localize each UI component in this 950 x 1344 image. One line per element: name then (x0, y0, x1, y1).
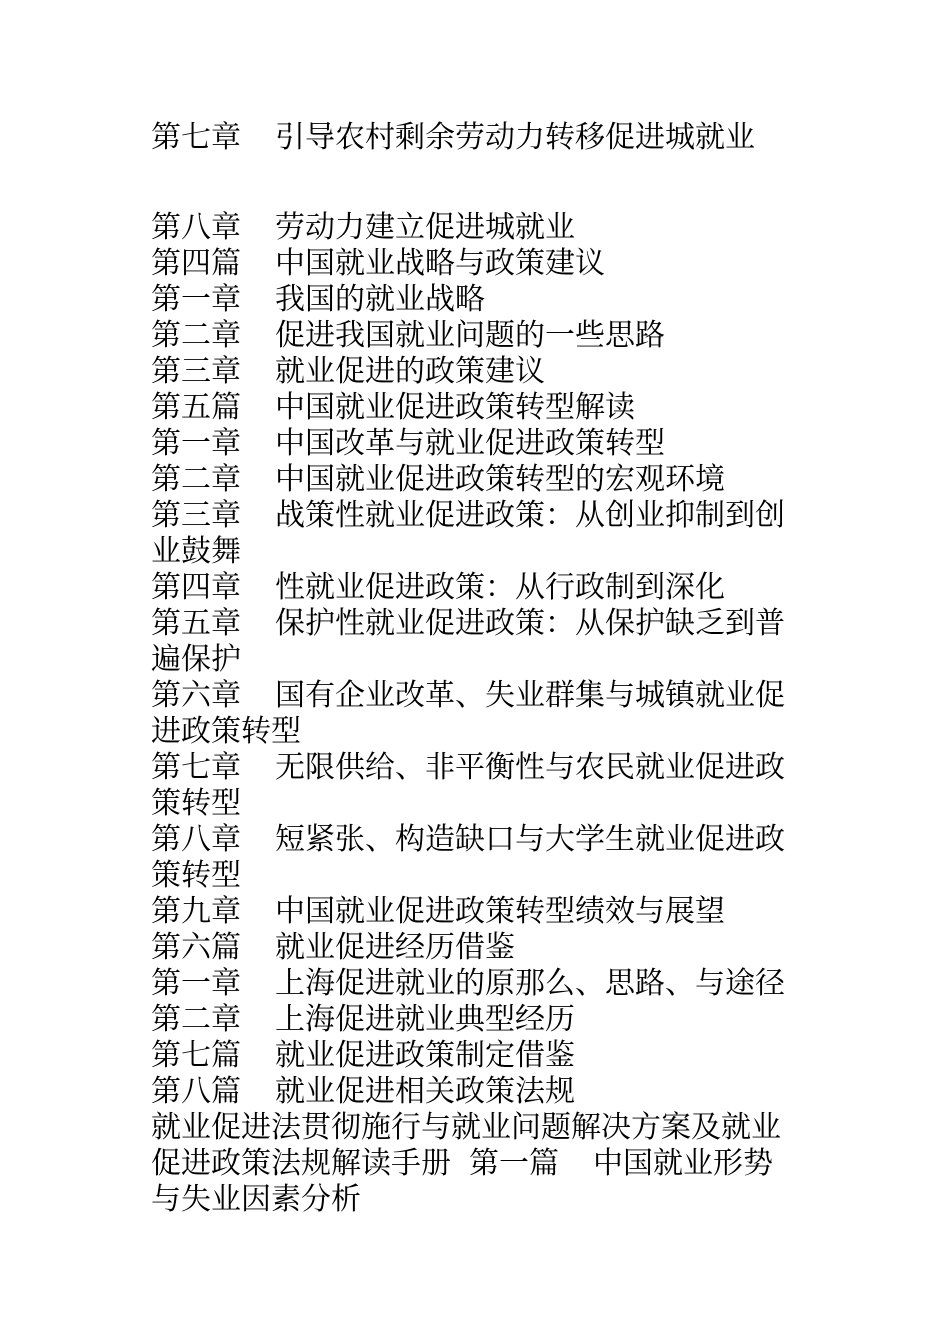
entry-number: 第一篇 (469, 1146, 559, 1181)
toc-entry (151, 678, 791, 750)
toc-entry (151, 354, 791, 390)
entry-number: 第三章 (151, 354, 241, 389)
entry-number: 第八章 (151, 822, 241, 857)
toc-entry (151, 930, 791, 966)
blank-line (151, 156, 791, 210)
toc-entry (151, 1074, 791, 1110)
entry-number: 第六章 (151, 678, 241, 713)
toc-entry (151, 750, 791, 822)
entry-title: 国有企业改革、失业群集与城镇就业促进政策转型 (151, 678, 785, 749)
toc-entry (151, 1038, 791, 1074)
toc-entry (151, 606, 791, 678)
entry-title: 战策性就业促进政策：从创业抑制到创业鼓舞 (151, 498, 785, 569)
entry-number: 第七章 (151, 120, 241, 155)
entry-number: 第一章 (151, 426, 241, 461)
entry-title: 就业促进政策制定借鉴 (275, 1038, 575, 1073)
closing-paragraph (151, 1110, 791, 1218)
entry-title: 中国改革与就业促进政策转型 (275, 426, 665, 461)
toc-entry (151, 822, 791, 894)
entry-number: 第五篇 (151, 390, 241, 425)
entry-title: 就业促进经历借鉴 (275, 930, 515, 965)
toc-entry (151, 498, 791, 570)
toc-entry (151, 462, 791, 498)
entry-title: 促进我国就业问题的一些思路 (275, 318, 665, 353)
entry-number: 第一章 (151, 282, 241, 317)
entry-title: 上海促进就业的原那么、思路、与途径 (275, 966, 785, 1001)
toc-entry (151, 120, 791, 156)
entry-title: 中国就业促进政策转型的宏观环境 (275, 462, 725, 497)
entry-title: 就业促进相关政策法规 (275, 1074, 575, 1109)
entry-number: 第八篇 (151, 1074, 241, 1109)
table-of-contents (151, 120, 791, 1218)
entry-title: 中国就业促进政策转型绩效与展望 (275, 894, 725, 929)
entry-title: 上海促进就业典型经历 (275, 1002, 575, 1037)
entry-number: 第七章 (151, 750, 241, 785)
entry-number: 第四章 (151, 570, 241, 605)
entry-number: 第二章 (151, 462, 241, 497)
entry-title: 我国的就业战略 (275, 282, 485, 317)
entry-number: 第五章 (151, 606, 241, 641)
toc-entry (151, 246, 791, 282)
toc-entry (151, 1002, 791, 1038)
entry-title: 保护性就业促进政策：从保护缺乏到普遍保护 (151, 606, 785, 677)
toc-entry (151, 570, 791, 606)
entry-title: 中国就业促进政策转型解读 (275, 390, 635, 425)
entry-number: 第三章 (151, 498, 241, 533)
book-title: 就业促进法贯彻施行与就业问题解决方案及就业促进政策法规解读手册 (151, 1110, 781, 1181)
toc-entry (151, 390, 791, 426)
entry-number: 第六篇 (151, 930, 241, 965)
entry-number: 第九章 (151, 894, 241, 929)
toc-entry (151, 318, 791, 354)
entry-title: 无限供给、非平衡性与农民就业促进政策转型 (151, 750, 785, 821)
entry-number: 第八章 (151, 210, 241, 245)
entry-title: 短紧张、构造缺口与大学生就业促进政策转型 (151, 822, 785, 893)
entry-title: 引导农村剩余劳动力转移促进城就业 (275, 120, 755, 155)
entry-number: 第四篇 (151, 246, 241, 281)
toc-entry (151, 894, 791, 930)
entry-title: 就业促进的政策建议 (275, 354, 545, 389)
toc-entry (151, 966, 791, 1002)
toc-entry (151, 210, 791, 246)
entry-title: 中国就业形势与失业因素分析 (151, 1146, 773, 1217)
toc-entry (151, 282, 791, 318)
entry-title: 劳动力建立促进城就业 (275, 210, 575, 245)
toc-entry (151, 426, 791, 462)
entry-number: 第一章 (151, 966, 241, 1001)
entry-title: 性就业促进政策：从行政制到深化 (275, 570, 725, 605)
entry-number: 第二章 (151, 1002, 241, 1037)
entry-title: 中国就业战略与政策建议 (275, 246, 605, 281)
entry-number: 第二章 (151, 318, 241, 353)
entry-number: 第七篇 (151, 1038, 241, 1073)
